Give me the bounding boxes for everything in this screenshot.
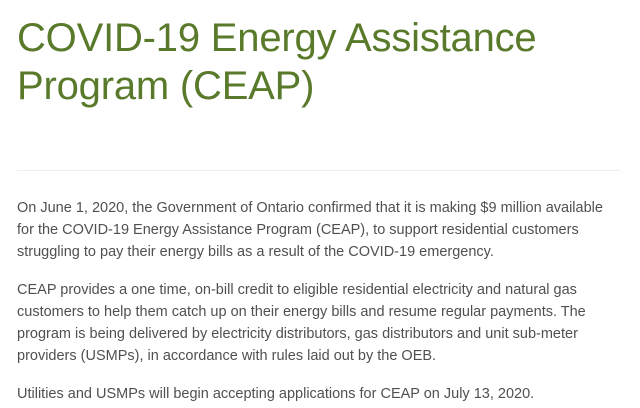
paragraph-funding-announcement: On June 1, 2020, the Government of Ontario confirmed that it is making $9 million available for the COVID-19 Energy Assistance Program (CEAP), to support residential customers struggling to pay their energy bills as a result of the COVID-19 emergency.	[17, 200, 603, 260]
section-divider	[17, 170, 620, 171]
paragraph-program-description: CEAP provides a one time, on-bill credit to eligible residential electricity and natural gas customers to help them catch up on their energy bills and resume regular payments. The program is being delivered by electricity distributors, gas distributors and unit sub-meter providers (USMPs), in accordance with rules laid out by the OEB.	[17, 282, 586, 364]
article-body	[17, 197, 620, 405]
page-title: COVID-19 Energy Assistance Program (CEAP)	[17, 16, 537, 108]
paragraph-application-date: Utilities and USMPs will begin accepting applications for CEAP on July 13, 2020.	[17, 386, 535, 402]
